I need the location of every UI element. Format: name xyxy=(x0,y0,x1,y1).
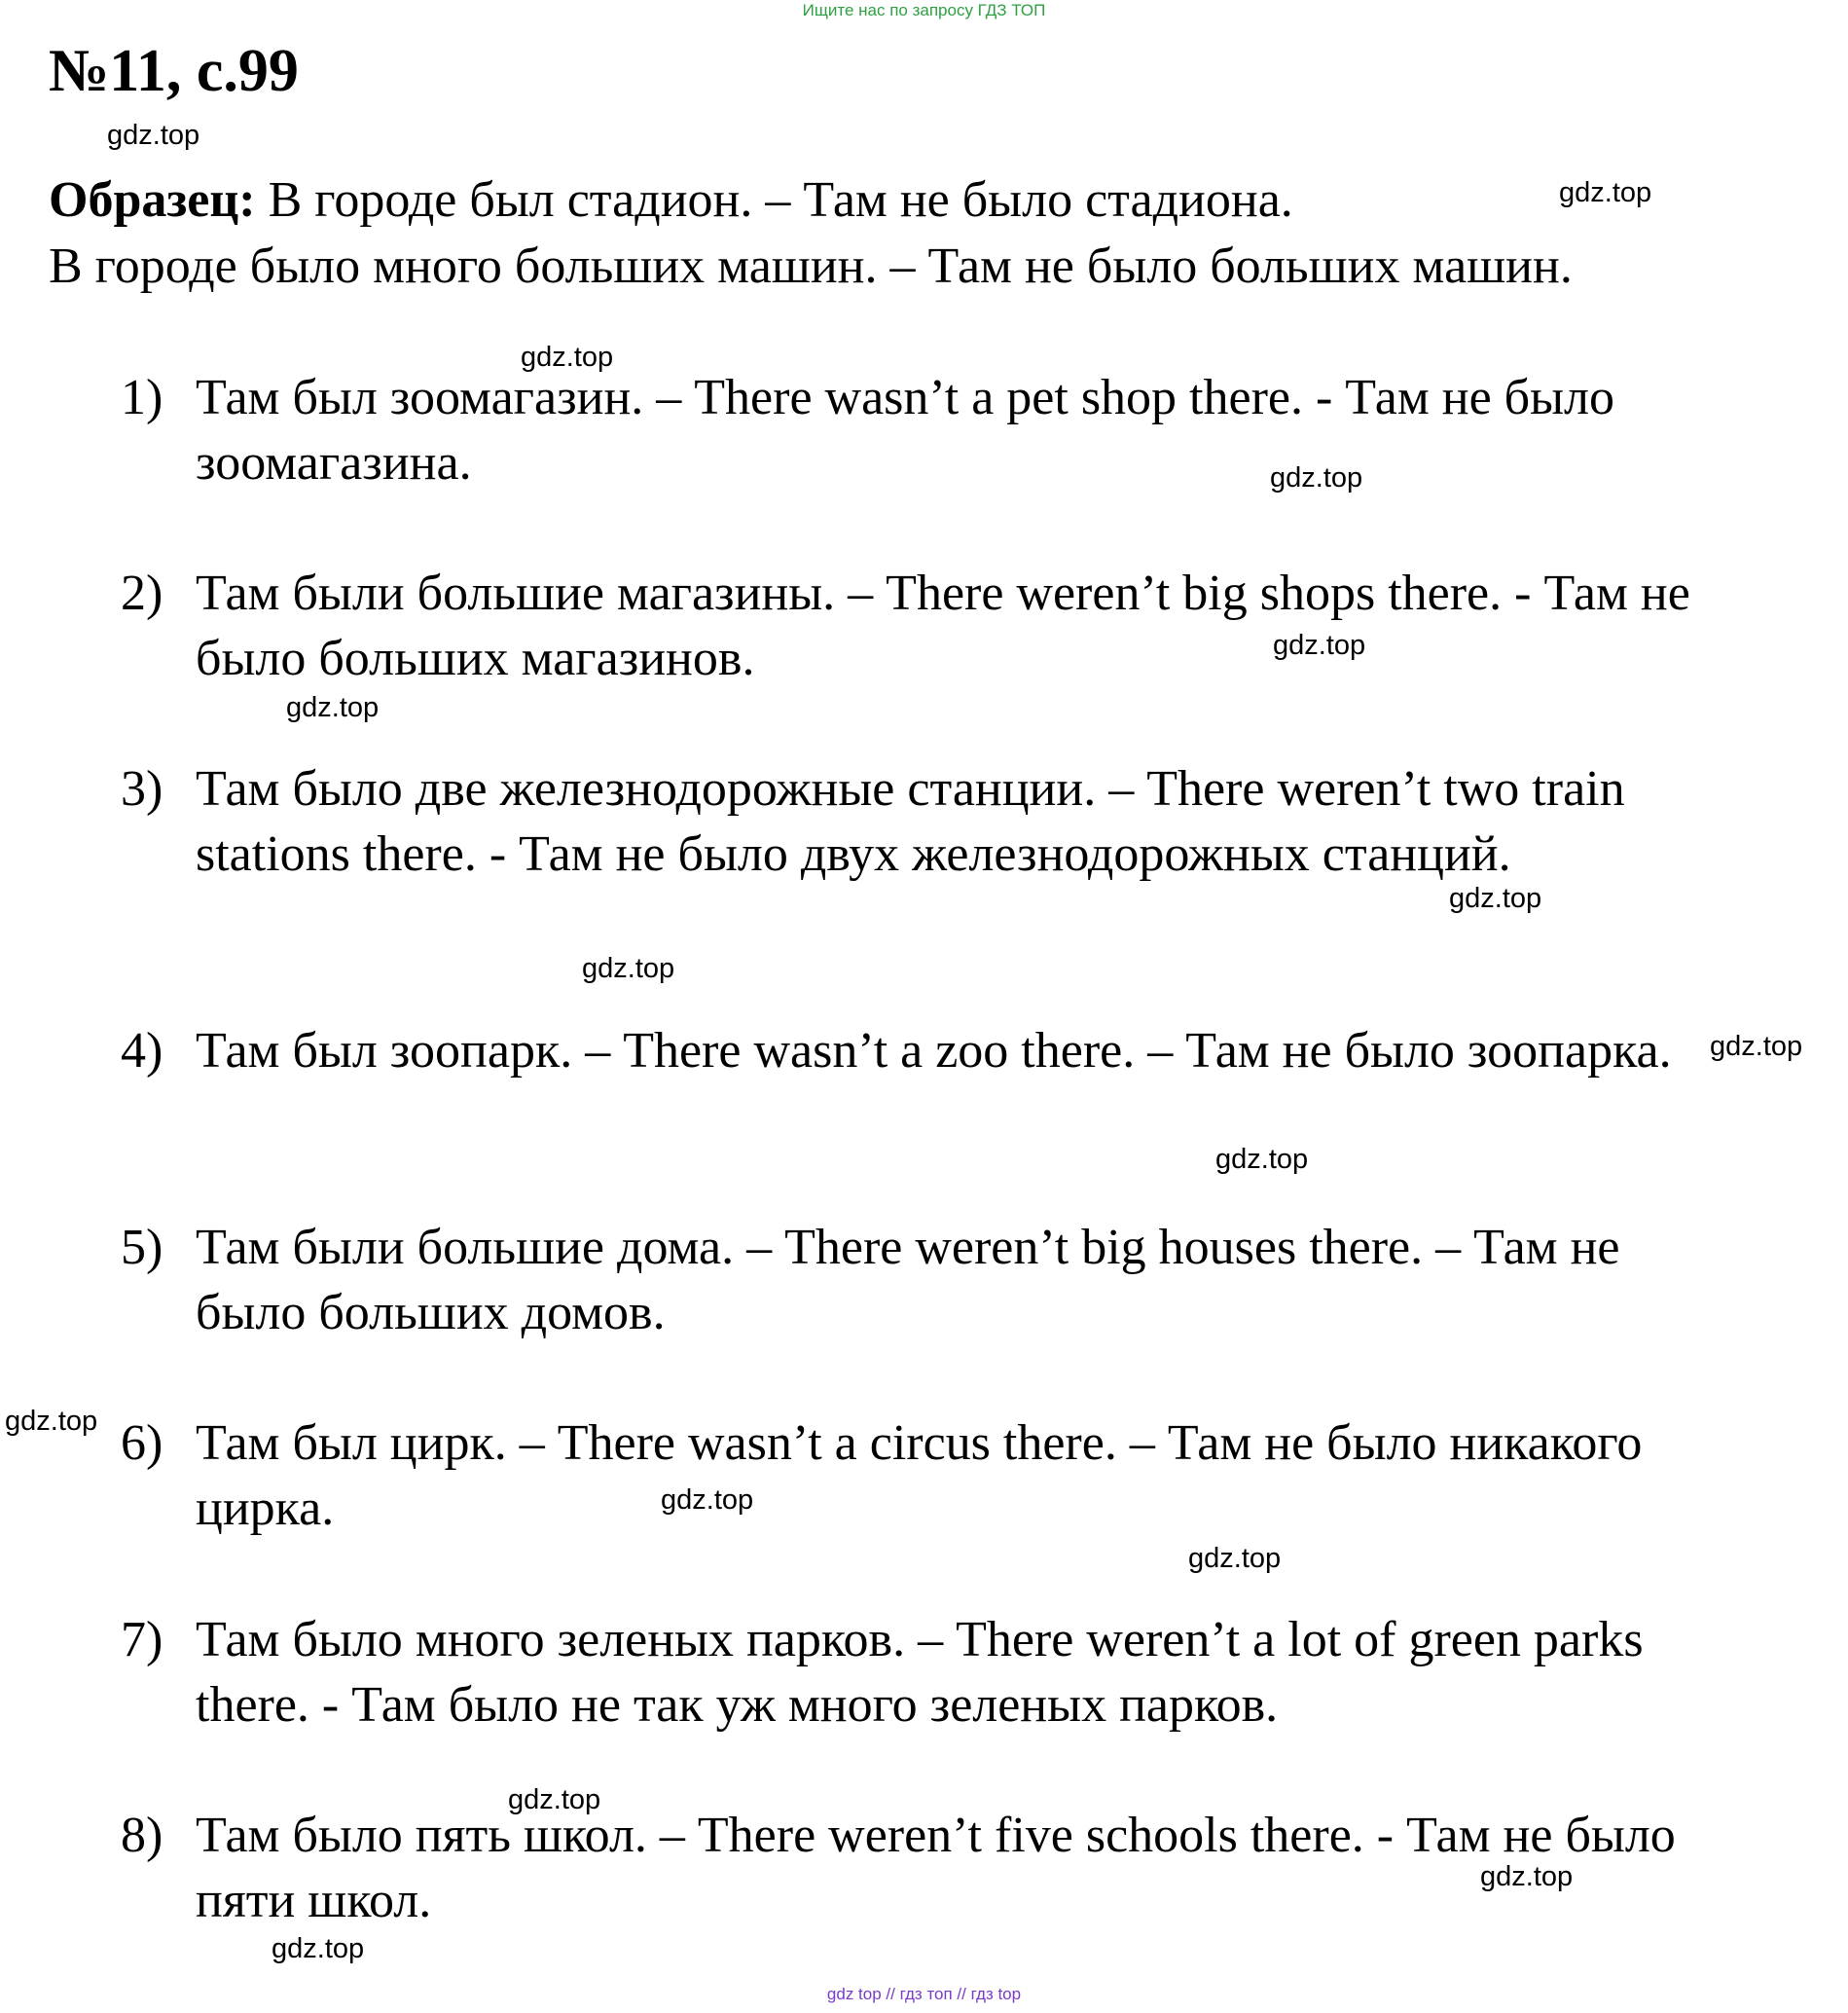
watermark: gdz.top xyxy=(107,120,200,151)
list-item xyxy=(121,1607,1736,1738)
list-item xyxy=(121,365,1736,495)
watermark: gdz.top xyxy=(1270,462,1363,494)
item-text: Там был зоопарк. – There wasn’t a zoo there. – Там не было зоопарка. xyxy=(196,1023,1672,1079)
list-item xyxy=(121,756,1736,887)
list-item xyxy=(121,1018,1736,1083)
sample-label: Образец: xyxy=(49,172,256,228)
item-text: Там было две железнодорожные станции. – There weren’t two train stations there. - Там не было двух железнодорожных станций. xyxy=(196,761,1625,882)
item-number: 4) xyxy=(121,1023,163,1079)
sample-line-2: В городе было много больших машин. – Там не было больших машин. xyxy=(49,238,1573,294)
item-number: 7) xyxy=(121,1612,163,1667)
item-text: Там было много зеленых парков. – There weren’t a lot of green parks there. - Там было не так уж много зеленых парков. xyxy=(196,1612,1644,1733)
watermark: gdz.top xyxy=(272,1933,365,1964)
list-item xyxy=(121,561,1736,691)
watermark: gdz.top xyxy=(1449,883,1542,914)
watermark: gdz.top xyxy=(508,1784,601,1815)
item-text: Там были большие магазины. – There weren’t big shops there. - Там не было больших магазинов. xyxy=(196,566,1690,686)
watermark: gdz.top xyxy=(1215,1144,1309,1175)
sample-text-1: В городе был стадион. – Там не было стадиона. xyxy=(255,172,1293,228)
watermark: gdz.top xyxy=(1273,630,1366,661)
watermark: gdz.top xyxy=(582,953,675,984)
item-number: 5) xyxy=(121,1220,163,1275)
item-number: 3) xyxy=(121,761,163,817)
watermark: gdz.top xyxy=(1710,1031,1803,1062)
item-number: 1) xyxy=(121,370,163,425)
bottom-banner: gdz top // гдз топ // гдз top xyxy=(826,1985,1022,2003)
list-item xyxy=(121,1215,1736,1345)
watermark: gdz.top xyxy=(1188,1543,1282,1574)
item-text: Там был цирк. – There wasn’t a circus there. – Там не было никакого цирка. xyxy=(196,1415,1643,1536)
watermark: gdz.top xyxy=(5,1406,98,1437)
item-text: Там были большие дома. – There weren’t big houses there. – Там не было больших домов. xyxy=(196,1220,1620,1340)
item-text: Там был зоомагазин. – There wasn’t a pet shop there. - Там не было зоомагазина. xyxy=(196,370,1615,491)
watermark: gdz.top xyxy=(286,692,380,723)
exercise-heading: №11, с.99 xyxy=(49,38,299,104)
item-number: 2) xyxy=(121,566,163,621)
watermark: gdz.top xyxy=(1480,1861,1574,1892)
watermark: gdz.top xyxy=(661,1484,754,1516)
watermark: gdz.top xyxy=(521,342,614,373)
watermark: gdz.top xyxy=(1559,177,1652,208)
item-number: 6) xyxy=(121,1415,163,1471)
top-banner: Ищите нас по запросу ГДЗ ТОП xyxy=(802,1,1046,19)
list-item xyxy=(121,1410,1736,1541)
item-text: Там было пять школ. – There weren’t five schools there. - Там не было пяти школ. xyxy=(196,1808,1676,1928)
item-number: 8) xyxy=(121,1808,163,1863)
